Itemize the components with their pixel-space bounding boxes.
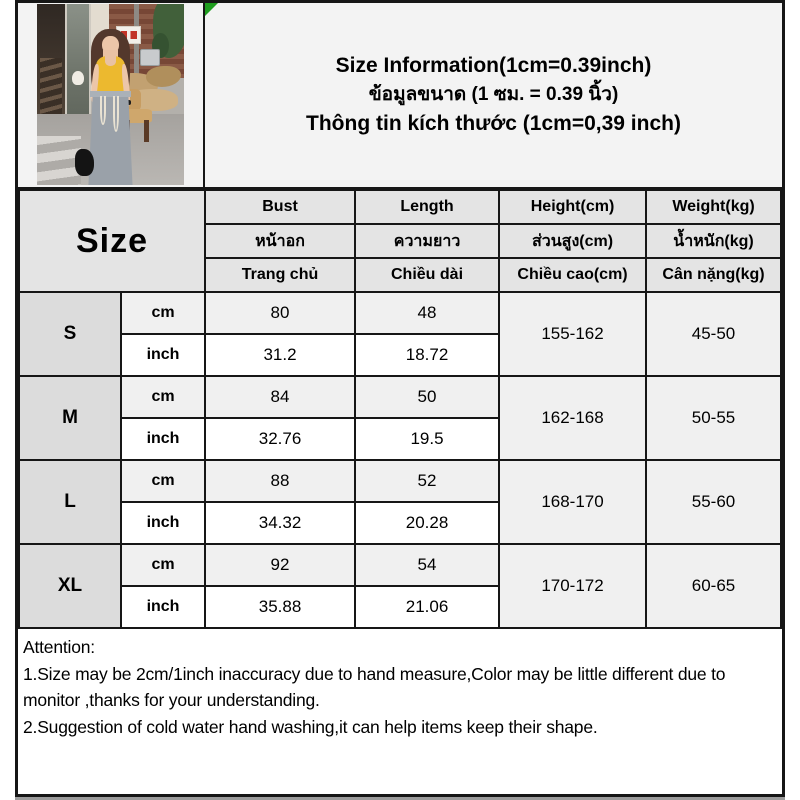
attention-notes: [18, 629, 782, 794]
photo-top-neckline: [105, 56, 115, 65]
size-label-m: M: [19, 376, 121, 460]
value-length-cm: 48: [355, 292, 499, 334]
unit-cell: inch: [121, 586, 205, 628]
value-length-inch: 20.28: [355, 502, 499, 544]
value-height-range: 168-170: [499, 460, 646, 544]
unit-cell: inch: [121, 334, 205, 376]
title-vietnamese: Thông tin kích thước (1cm=0,39 inch): [306, 112, 681, 135]
value-bust-cm: 84: [205, 376, 355, 418]
value-length-inch: 18.72: [355, 334, 499, 376]
unit-cell: cm: [121, 460, 205, 502]
green-corner-triangle-icon: [205, 3, 218, 16]
unit-cell: inch: [121, 418, 205, 460]
photo-chair-leg: [144, 120, 148, 142]
photo-waistband: [90, 91, 131, 97]
value-height-range: 162-168: [499, 376, 646, 460]
attention-note-1: 1.Size may be 2cm/1inch inaccuracy due to hand measure,Color may be little different due to monitor ,thanks for your understanding.: [23, 663, 726, 710]
unit-cell: cm: [121, 544, 205, 586]
photo-black-bag: [75, 149, 94, 176]
value-bust-cm: 88: [205, 460, 355, 502]
value-length-cm: 52: [355, 460, 499, 502]
unit-cell: cm: [121, 376, 205, 418]
header-bust-th: หน้าอก: [205, 224, 355, 258]
header-weight-th: น้ำหนัก(kg): [646, 224, 781, 258]
header-bust-en: Bust: [205, 190, 355, 224]
model-photo-cell: [18, 3, 205, 187]
value-bust-cm: 92: [205, 544, 355, 586]
value-length-cm: 54: [355, 544, 499, 586]
size-info-title-cell: [205, 3, 782, 187]
model-photo: [37, 4, 184, 185]
header-length-th: ความยาว: [355, 224, 499, 258]
attention-note-2: 2.Suggestion of cold water hand washing,it can help items keep their shape.: [23, 716, 598, 737]
header-height-vi: Chiều cao(cm): [499, 258, 646, 292]
size-label-l: L: [19, 460, 121, 544]
value-length-inch: 19.5: [355, 418, 499, 460]
value-bust-cm: 80: [205, 292, 355, 334]
value-weight-range: 45-50: [646, 292, 781, 376]
value-weight-range: 50-55: [646, 376, 781, 460]
unit-cell: cm: [121, 292, 205, 334]
value-length-cm: 50: [355, 376, 499, 418]
header-height-th: ส่วนสูง(cm): [499, 224, 646, 258]
photo-white-figure: [72, 71, 84, 85]
value-weight-range: 60-65: [646, 544, 781, 628]
title-thai: ข้อมูลขนาด (1 ซม. = 0.39 นิ้ว): [368, 84, 619, 105]
header-row: [18, 3, 782, 189]
value-bust-inch: 35.88: [205, 586, 355, 628]
header-height-en: Height(cm): [499, 190, 646, 224]
size-corner-cell: Size: [19, 190, 205, 292]
value-bust-inch: 34.32: [205, 502, 355, 544]
value-height-range: 170-172: [499, 544, 646, 628]
attention-heading: Attention:: [23, 637, 95, 657]
header-bust-vi: Trang chủ: [205, 258, 355, 292]
size-label-xl: XL: [19, 544, 121, 628]
value-bust-inch: 31.2: [205, 334, 355, 376]
size-chart-sheet: [15, 0, 785, 797]
header-weight-vi: Cân nặng(kg): [646, 258, 781, 292]
photo-ac-unit: [140, 49, 161, 65]
value-length-inch: 21.06: [355, 586, 499, 628]
header-length-vi: Chiều dài: [355, 258, 499, 292]
size-table: [18, 189, 782, 629]
header-weight-en: Weight(kg): [646, 190, 781, 224]
value-weight-range: 55-60: [646, 460, 781, 544]
photo-grey-pants: [88, 91, 132, 185]
unit-cell: inch: [121, 502, 205, 544]
title-english: Size Information(1cm=0.39inch): [335, 54, 652, 77]
size-label-s: S: [19, 292, 121, 376]
value-bust-inch: 32.76: [205, 418, 355, 460]
photo-rock: [146, 66, 181, 88]
value-height-range: 155-162: [499, 292, 646, 376]
header-length-en: Length: [355, 190, 499, 224]
